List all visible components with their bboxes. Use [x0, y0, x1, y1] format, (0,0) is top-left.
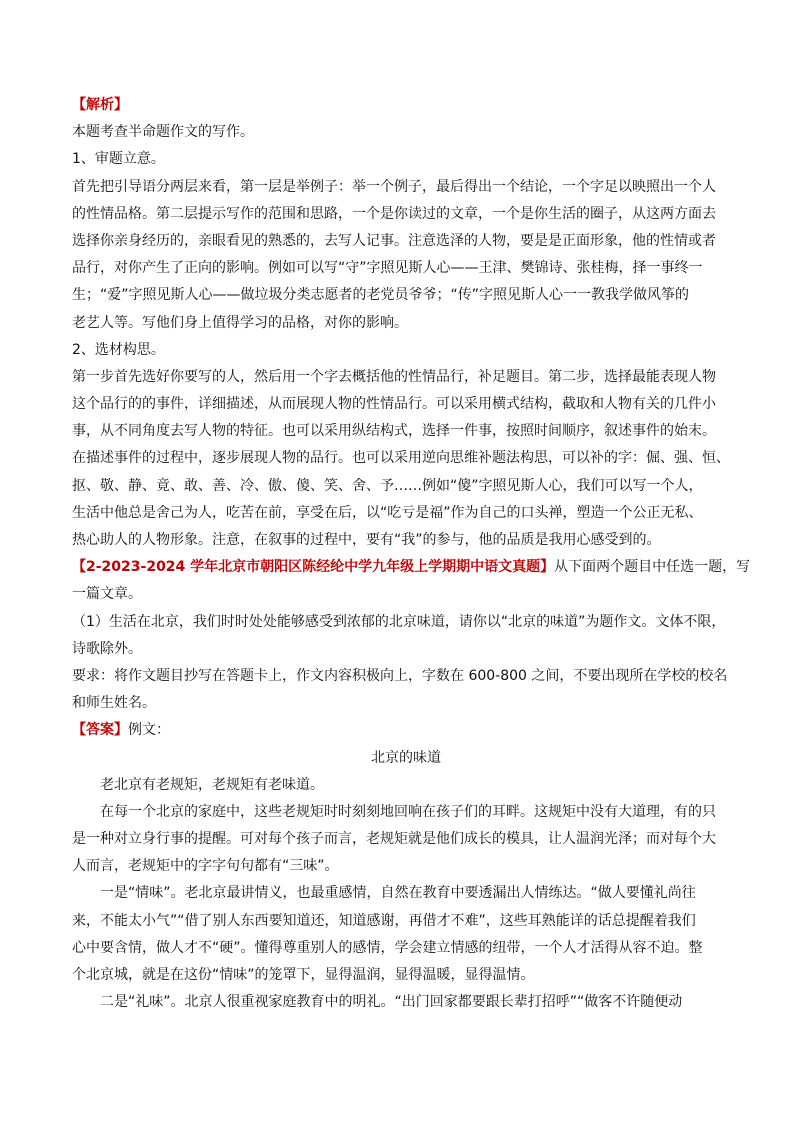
step2-line: 热心助人的人物形象。注意，在叙事的过程中，要有“我”的参与，他的品质是我用心感受到的。 [72, 532, 661, 548]
question-source-line2: 一篇文章。 [72, 586, 142, 603]
step2-line: 事，从不同角度去写人物的特征。也可以采用纵结构式，选择一件事，按照时间顺序，叙述事件的始末。 [72, 423, 716, 440]
step1-line: 品行，对你产生了正向的影响。例如可以写“守”字照见斯人心——王津、樊锦诗、张桂梅，择一事终一 [72, 260, 703, 277]
step1-line: 老艺人等。写他们身上值得学习的品格，对你的影响。 [72, 314, 408, 331]
document-page [72, 92, 751, 1016]
question-item1-cont: 诗歌除外。 [72, 640, 142, 657]
requirement: 要求：将作文题目抄写在答题卡上，作文内容积极向上，字数在 600-800 之间，不要出现所在学校的校名 [72, 667, 728, 684]
step2-line: 第一步首先选好你要写的人，然后用一个字去概括他的性情品行，补足题目。第二步，选择最能表现人物 [72, 368, 716, 385]
essay-paragraph: 在每一个北京的家庭中，这些老规矩时时刻刻地回响在孩子们的耳畔。这规矩中没有大道理，有的只 [100, 803, 716, 820]
step2-line: 这个品行的的事件，详细描述，从而展现人物的性情品行。可以采用横式结构，截取和人物有关的几件小 [72, 396, 716, 413]
step2-title: 2、选材构思。 [72, 341, 165, 358]
step1-line: 生；“爱”字照见斯人心——做垃圾分类志愿者的老党员爷爷；“传”字照见斯人心一一教我学做风筝的 [72, 287, 690, 304]
question-source-tail: 从下面两个题目中任选一题，写 [554, 559, 751, 576]
question-source-title: 【2-2023-2024 学年北京市朝阳区陈经纶中学九年级上学期期中语文真题】 [72, 559, 555, 576]
essay-line: 来，不能太小气”“借了别人东西要知道还，知道感谢，再借才不难”，这些耳熟能详的话总提醒着我们 [72, 912, 696, 929]
analysis-tag: 【解析】 [72, 97, 128, 113]
answer-label: 例文： [128, 722, 170, 739]
essay-line: 人而言，老规矩中的字字句句都有“三味”。 [72, 858, 339, 875]
answer-tag: 【答案】 [72, 722, 128, 739]
step1-title: 1、审题立意。 [72, 151, 165, 168]
step2-line: 抠、敬、静、竟、敢、善、冷、傲、傻、笑、舍、予……例如“傻”字照见斯人心，我们可以写一个人， [72, 477, 703, 494]
requirement-cont: 和师生姓名。 [72, 695, 156, 712]
question-item1: （1）生活在北京，我们时时处处能够感受到浓郁的北京味道，请你以“北京的味道”为题作文。文体不限， [72, 613, 726, 630]
essay-paragraph: 一是“情味”。老北京最讲情义，也最重感情，自然在教育中要透漏出人情练达。“做人要懂礼尚往 [100, 885, 696, 902]
essay-line: 个北京城，就是在这份“情味”的笼罩下，显得温润，显得温暖，显得温情。 [72, 967, 535, 983]
essay-line: 是一种对立身行事的提醒。可对每个孩子而言，老规矩就是他们成长的模具，让人温润光泽；而对每个大 [72, 831, 716, 848]
essay-line: 心中要含情，做人才不“硬”。懂得尊重别人的感情，学会建立情感的纽带，一个人才活得从容不迫。整 [72, 939, 703, 956]
answer-heading [72, 717, 732, 744]
question-source [72, 554, 751, 581]
analysis-intro: 本题考查半命题作文的写作。 [72, 124, 254, 141]
step2-line: 生活中他总是舍己为人，吃苦在前，享受在后，以“吃亏是福”作为自己的口头禅，塑造一个公正无私、 [72, 504, 703, 521]
step1-line: 首先把引导语分两层来看，第一层是举例子：举一个例子，最后得出一个结论，一个字足以映照出一个人 [72, 178, 716, 195]
step2-line: 在描述事件的过程中，逐步展现人物的品行。也可以采用逆向思维补题法构思，可以补的字：倔、强、恒、 [72, 450, 730, 467]
essay-title: 北京的味道 [371, 749, 441, 766]
step1-line: 的性情品格。第二层提示写作的范围和思路，一个是你读过的文章，一个是你生活的圈子，从这两方面去 [72, 205, 716, 222]
essay-paragraph: 二是“礼味”。北京人很重视家庭教育中的明礼。“出门回家都要跟长辈打招呼”“做客不许随便动 [100, 994, 683, 1011]
essay-paragraph: 老北京有老规矩，老规矩有老味道。 [100, 776, 324, 793]
step1-line: 选择你亲身经历的，亲眼看见的熟悉的，去写人记事。注意选泽的人物，要是是正面形象，他的性情或者 [72, 232, 716, 249]
